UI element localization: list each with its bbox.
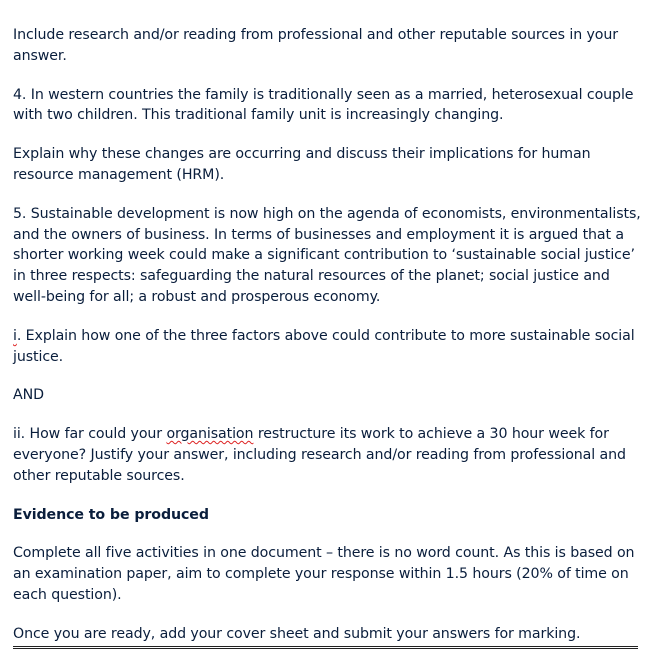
intro-paragraph: Include research and/or reading from professional and other reputable sources in your answer. bbox=[13, 27, 618, 64]
spelling-marker: i bbox=[13, 327, 17, 344]
and-separator: AND bbox=[13, 387, 44, 404]
question-5-paragraph: 5. Sustainable development is now high on the agenda of economists, environmentalists, and the owners of business. In terms of businesses and employment it is argued that a shorter working week could make a significant contribution to ‘sustainable social justice’ in three respects: safeguarding the natural resources of the planet; social justice and well-being for all; a robust and prosperous economy. bbox=[13, 205, 641, 305]
question-5-part-ii bbox=[13, 424, 643, 486]
question-5-part-ii-start: ii. How far could your bbox=[13, 426, 167, 443]
question-5-part-ii-rest: restructure its work to achieve a 30 hour week for everyone? Justify your answer, including research and/or reading from professional and other reputable sources. bbox=[13, 426, 626, 484]
spelling-flagged-word: organisation bbox=[166, 426, 254, 443]
question-4-paragraph: 4. In western countries the family is traditionally seen as a married, heterosexual couple with two children. This traditional family unit is increasingly changing. bbox=[13, 86, 634, 124]
question-5-part-i bbox=[13, 326, 643, 368]
question-5-part-i-text: . Explain how one of the three factors above could contribute to more sustainable social justice. bbox=[13, 327, 635, 365]
document-body bbox=[13, 25, 643, 667]
evidence-heading: Evidence to be produced bbox=[13, 506, 209, 523]
submission-instruction: Once you are ready, add your cover sheet and submit your answers for marking. bbox=[13, 624, 638, 649]
completion-instructions: Complete all five activities in one document – there is no word count. As this is based on an examination paper, aim to complete your response within 1.5 hours (20% of time on each question). bbox=[13, 545, 635, 603]
question-4-instruction: Explain why these changes are occurring and discuss their implications for human resource management (HRM). bbox=[13, 146, 591, 183]
